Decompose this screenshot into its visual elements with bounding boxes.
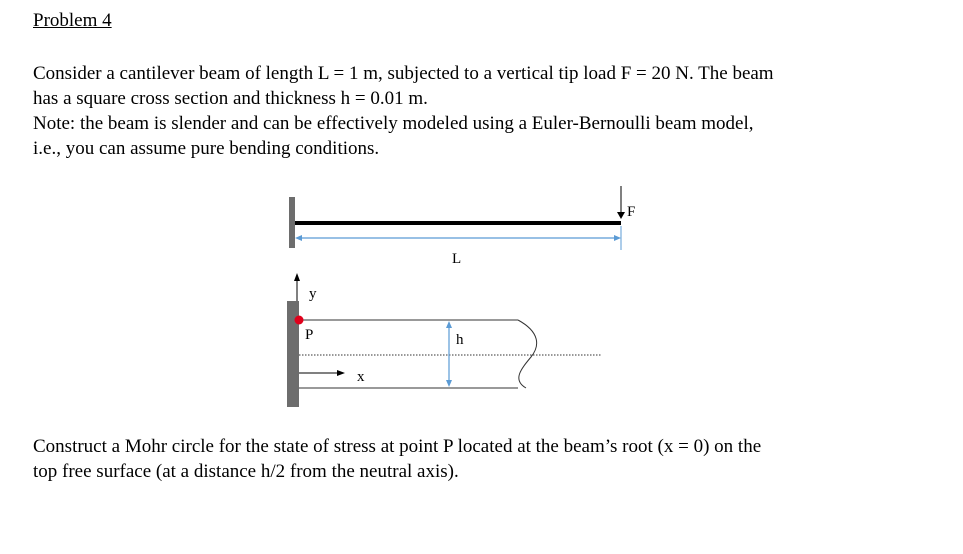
point-p-label: P <box>305 327 314 343</box>
dimension-arrowhead-right <box>614 235 621 241</box>
dimension-arrowhead-left <box>295 235 302 241</box>
thickness-label: h <box>456 332 464 348</box>
question-line: Construct a Mohr circle for the state of stress at point P located at the beam’s root (x = 0) on the <box>33 436 762 457</box>
statement-line: Note: the beam is slender and can be effectively modeled using a Euler-Bernoulli beam model, <box>33 113 754 134</box>
wall-support <box>289 197 295 248</box>
length-label: L <box>452 251 462 267</box>
question-text <box>33 434 899 484</box>
question-line: top free surface (at a distance h/2 from the neutral axis). <box>33 461 459 482</box>
y-axis-arrowhead <box>294 273 300 281</box>
x-axis-arrowhead <box>337 370 345 376</box>
tip-load-arrowhead <box>617 212 625 219</box>
thickness-arrowhead-top <box>446 321 452 328</box>
thickness-arrowhead-bottom <box>446 380 452 387</box>
beam-break-line <box>518 320 537 388</box>
x-axis-label: x <box>357 369 365 385</box>
statement-line: Consider a cantilever beam of length L = 1 m, subjected to a vertical tip load F = 20 N. The beam <box>33 63 774 84</box>
load-label: F <box>627 204 636 220</box>
statement-line: has a square cross section and thickness h = 0.01 m. <box>33 88 428 109</box>
statement-line: i.e., you can assume pure bending conditions. <box>33 138 380 159</box>
problem-heading: Problem 4 <box>33 10 112 31</box>
y-axis-label: y <box>309 286 317 302</box>
point-p-marker <box>295 316 304 325</box>
